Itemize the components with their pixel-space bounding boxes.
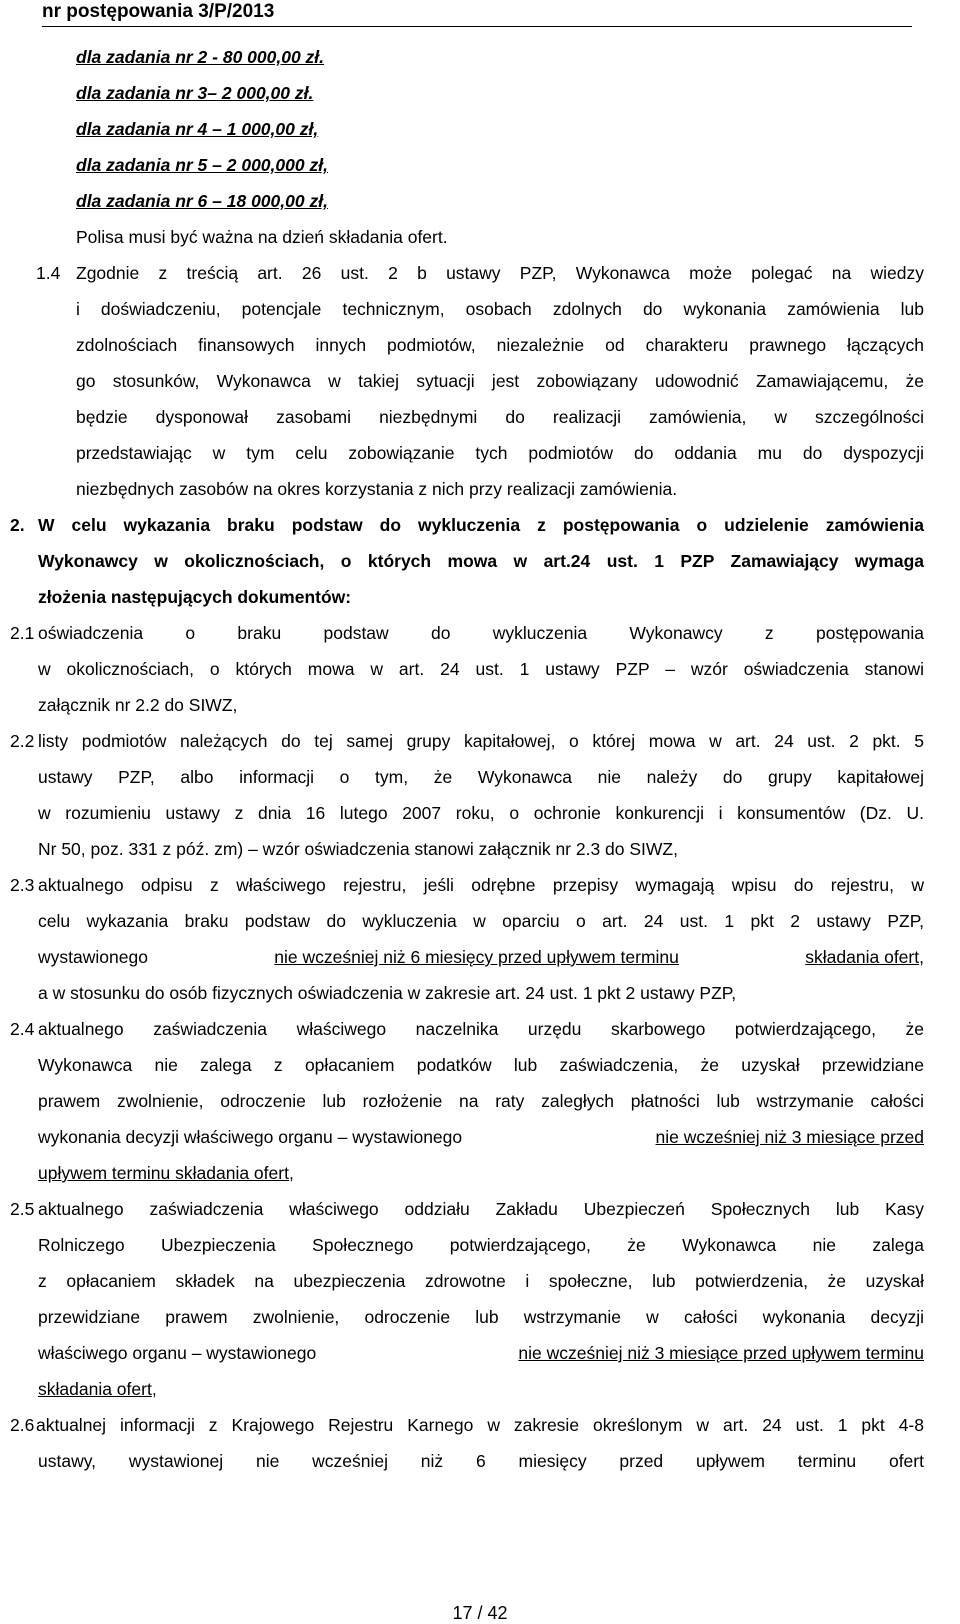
- procedure-number: nr postępowania 3/P/2013: [42, 1, 275, 22]
- page-number: 17 / 42: [452, 1603, 508, 1623]
- paragraph-line: a w stosunku do osób fizycznych oświadczenia w zakresie art. 24 ust. 1 pkt 2 ustawy PZP,: [38, 983, 737, 1003]
- section-number: 2.5: [10, 1199, 35, 1219]
- section-number: 2.2: [10, 731, 35, 751]
- task-amount-5: dla zadania nr 5 – 2 000,000 zł,: [76, 155, 328, 175]
- section-number: 2.1: [10, 623, 35, 643]
- paragraph-line: w rozumieniu ustawy z dnia 16 lutego 2007 roku, o ochronie konkurencji i konsumentów (Dz. U.: [38, 803, 924, 823]
- paragraph-line: niezbędnych zasobów na okres korzystania z nich przy realizacji zamówienia.: [76, 479, 678, 499]
- paragraph-line: [38, 946, 924, 968]
- paragraph-line: aktualnej informacji z Krajowego Rejestru Karnego w zakresie określonym w art. 24 ust. 1 pkt 4-8: [36, 1415, 924, 1435]
- paragraph-line: ustawy, wystawionej nie wcześniej niż 6 miesięcy przed upływem terminu ofert: [38, 1451, 924, 1471]
- section-number: 1.4: [36, 263, 61, 283]
- paragraph-line: aktualnego odpisu z właściwego rejestru, jeśli odrębne przepisy wymagają wpisu do rejestru, w: [38, 875, 924, 895]
- paragraph-line: w okolicznościach, o których mowa w art. 24 ust. 1 ustawy PZP – wzór oświadczenia stanowi: [38, 659, 924, 679]
- document-header: [42, 0, 912, 27]
- paragraph-line: aktualnego zaświadczenia właściwego naczelnika urzędu skarbowego potwierdzającego, że: [38, 1019, 924, 1039]
- paragraph-line: ustawy PZP, albo informacji o tym, że Wykonawca nie należy do grupy kapitałowej: [38, 767, 924, 787]
- paragraph-line: Wykonawca nie zalega z opłacaniem podatków lub zaświadczenia, że uzyskał przewidziane: [38, 1055, 924, 1075]
- section-number: 2.4: [10, 1019, 35, 1039]
- task-amount-2: dla zadania nr 2 - 80 000,00 zł.: [76, 47, 325, 67]
- task-amount-3: dla zadania nr 3– 2 000,00 zł.: [76, 83, 314, 103]
- paragraph-line: celu wykazania braku podstaw do wykluczenia w oparciu o art. 24 ust. 1 pkt 2 ustawy PZP,: [38, 911, 924, 931]
- paragraph-line: aktualnego zaświadczenia właściwego oddziału Zakładu Ubezpieczeń Społecznych lub Kasy: [38, 1199, 924, 1219]
- deadline-text: nie wcześniej niż 6 miesięcy przed upływem terminu: [274, 947, 679, 967]
- text-span: właściwego organu – wystawionego: [38, 1343, 317, 1363]
- paragraph-line: [38, 1162, 294, 1184]
- section-heading-line: Wykonawcy w okolicznościach, o których mowa w art.24 ust. 1 PZP Zamawiający wymaga: [38, 551, 924, 571]
- deadline-text: składania ofert: [38, 1379, 152, 1399]
- deadline-text: nie wcześniej niż 3 miesiące przed upływem terminu: [518, 1343, 924, 1363]
- paragraph-line: oświadczenia o braku podstaw do wykluczenia Wykonawcy z postępowania: [38, 623, 924, 643]
- text-span: ,: [288, 1163, 294, 1183]
- paragraph-line: z opłacaniem składek na ubezpieczenia zdrowotne i społeczne, lub potwierdzenia, że uzyskał: [38, 1271, 924, 1291]
- paragraph-line: listy podmiotów należących do tej samej grupy kapitałowej, o której mowa w art. 24 ust. 2 pkt. 5: [38, 731, 924, 751]
- paragraph-line: załącznik nr 2.2 do SIWZ,: [38, 695, 238, 715]
- paragraph-line: będzie dysponował zasobami niezbędnymi do realizacji zamówienia, w szczególności: [76, 407, 924, 427]
- policy-note: Polisa musi być ważna na dzień składania ofert.: [76, 227, 448, 247]
- paragraph-line: i doświadczeniu, potencjale technicznym, osobach zdolnych do wykonania zamówienia lub: [76, 299, 924, 319]
- paragraph-line: Nr 50, poz. 331 z póź. zm) – wzór oświadczenia stanowi załącznik nr 2.3 do SIWZ,: [38, 839, 678, 859]
- paragraph-line: [38, 1126, 924, 1148]
- text-span: ,: [919, 947, 924, 967]
- paragraph-line: przedstawiając w tym celu zobowiązanie tych podmiotów do oddania mu do dyspozycji: [76, 443, 924, 463]
- text-span: wystawionego: [38, 947, 148, 967]
- section-heading-line: złożenia następujących dokumentów:: [38, 587, 352, 607]
- section-number: 2.3: [10, 875, 35, 895]
- paragraph-line: [38, 1378, 157, 1400]
- paragraph-line: Rolniczego Ubezpieczenia Społecznego potwierdzającego, że Wykonawca nie zalega: [38, 1235, 924, 1255]
- paragraph-line: go stosunków, Wykonawca w takiej sytuacji jest zobowiązany udowodnić Zamawiającemu, że: [76, 371, 924, 391]
- section-heading-line: W celu wykazania braku podstaw do wykluczenia z postępowania o udzielenie zamówienia: [38, 515, 924, 535]
- deadline-text: nie wcześniej niż 3 miesiące przed: [655, 1127, 924, 1147]
- task-amount-4: dla zadania nr 4 – 1 000,00 zł,: [76, 119, 319, 139]
- task-amount-6: dla zadania nr 6 – 18 000,00 zł,: [76, 191, 328, 211]
- deadline-text: składania ofert: [805, 947, 920, 967]
- text-span: ,: [151, 1379, 157, 1399]
- paragraph-line: [38, 1342, 924, 1364]
- deadline-text: upływem terminu składania ofert: [38, 1163, 289, 1183]
- section-number: 2.6: [10, 1415, 35, 1435]
- paragraph-line: zdolnościach finansowych innych podmiotów, niezależnie od charakteru prawnego łączących: [76, 335, 924, 355]
- section-number: 2.: [10, 515, 25, 535]
- text-span: wykonania decyzji właściwego organu – wystawionego: [38, 1127, 463, 1147]
- paragraph-line: przewidziane prawem zwolnienie, odroczenie lub wstrzymanie w całości wykonania decyzji: [38, 1307, 924, 1327]
- paragraph-line: Zgodnie z treścią art. 26 ust. 2 b ustawy PZP, Wykonawca może polegać na wiedzy: [76, 263, 924, 283]
- paragraph-line: prawem zwolnienie, odroczenie lub rozłożenie na raty zaległych płatności lub wstrzymanie całości: [38, 1091, 924, 1111]
